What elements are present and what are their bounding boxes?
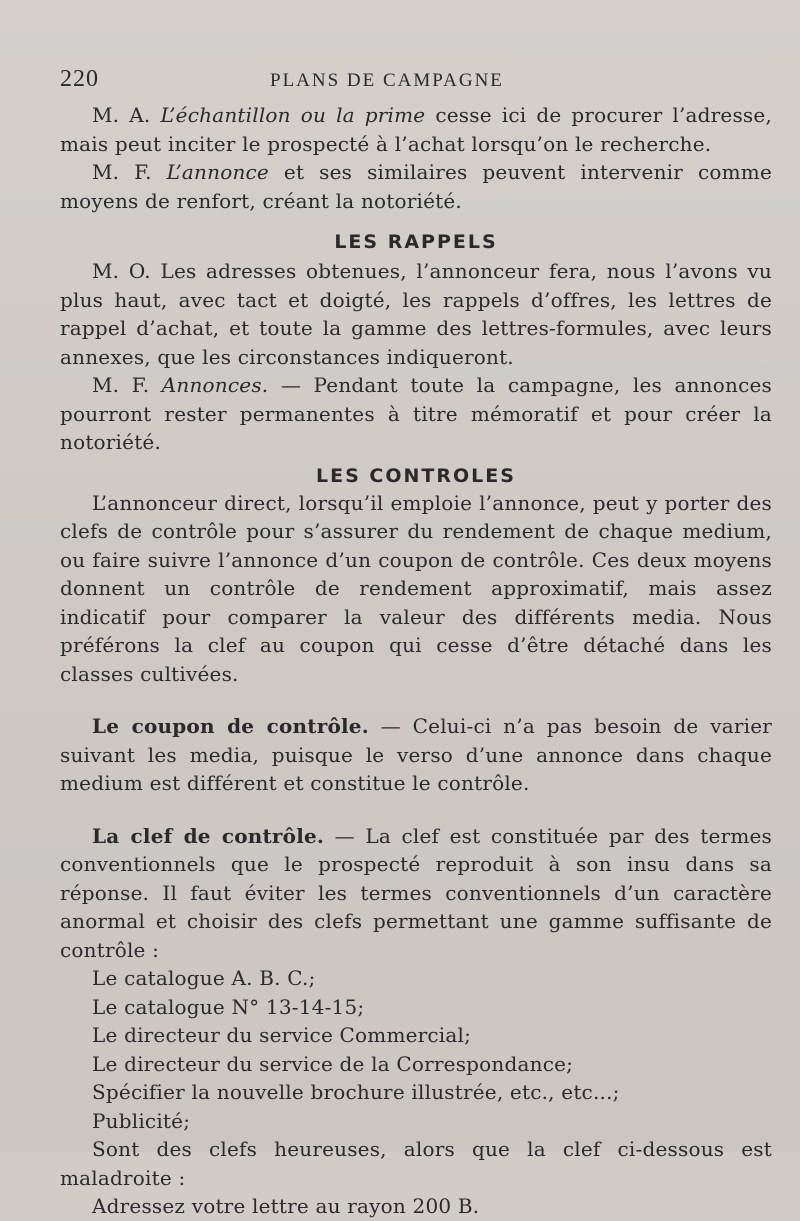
list-item: Le directeur du service Commercial; (92, 1023, 472, 1047)
list-item: Spécifier la nouvelle brochure illustrée, etc., etc...; (92, 1080, 620, 1104)
coupon-paragraph: Le coupon de contrôle. — Celui-ci n’a pas besoin de varier suivant les media, puisque le verso d’une annonce dans chaque medium est différent et constitue le contrôle. (60, 714, 772, 795)
list-item: Publicité; (92, 1108, 191, 1133)
running-header (60, 66, 772, 93)
controles-paragraph-1: L’annonceur direct, lorsqu’il emploie l’annonce, peut y porter des clefs de contrôle pour s’assurer du rendement de chaque medium, ou faire suivre l’annonce d’un coupon de contrôle. Ces deux moyens donnent un contrôle de rendement approximatif, mais assez indicatif pour comparer la valeur des différents media. Nous préférons la clef au coupon qui cesse d’être détaché dans les classes cultivées. (60, 490, 772, 686)
intro-paragraph-2: M. F. L’annonce et ses similaires peuvent intervenir comme moyens de renfort, créant la notoriété. (60, 160, 772, 213)
section-heading-controles: LES CONTROLES (316, 464, 516, 487)
running-title: PLANS DE CAMPAGNE (270, 70, 504, 91)
intro-paragraph-1: M. A. L’échantillon ou la prime cesse ici de procurer l’adresse, mais peut inciter le prospecté à l’achat lorsqu’on le recherche. (60, 103, 772, 156)
rappels-paragraph-2: M. F. Annonces. — Pendant toute la campagne, les annonces pourront rester permanentes à titre mémoratif et pour créer la notoriété. (60, 373, 772, 454)
rappels-paragraph-1: M. O. Les adresses obtenues, l’annonceur fera, nous l’avons vu plus haut, avec tact et doigté, les rappels d’offres, les lettres de rappel d’achat, et toute la gamme des lettres-formules, avec leurs annexes, que les circonstances indiqueront. (60, 259, 772, 369)
list-item: Le catalogue N° 13-14-15; (92, 994, 365, 1019)
clef-paragraph: La clef de contrôle. — La clef est constituée par des termes conventionnels que le prospecté reproduit à son insu dans sa réponse. Il faut éviter les termes conventionnels d’un caractère anormal et choisir des clefs permettant une gamme suffisante de contrôle : (60, 823, 772, 962)
closing-paragraph: Sont des clefs heureuses, alors que la clef ci-dessous est maladroite : (60, 1137, 772, 1190)
list-item: Le directeur du service de la Correspondance; (92, 1051, 574, 1076)
page-number: 220 (60, 66, 99, 92)
example-line: Adressez votre lettre au rayon 200 B. (92, 1194, 480, 1218)
list-item: Le catalogue A. B. C.; (92, 966, 316, 990)
section-heading-rappels: LES RAPPELS (334, 231, 498, 253)
